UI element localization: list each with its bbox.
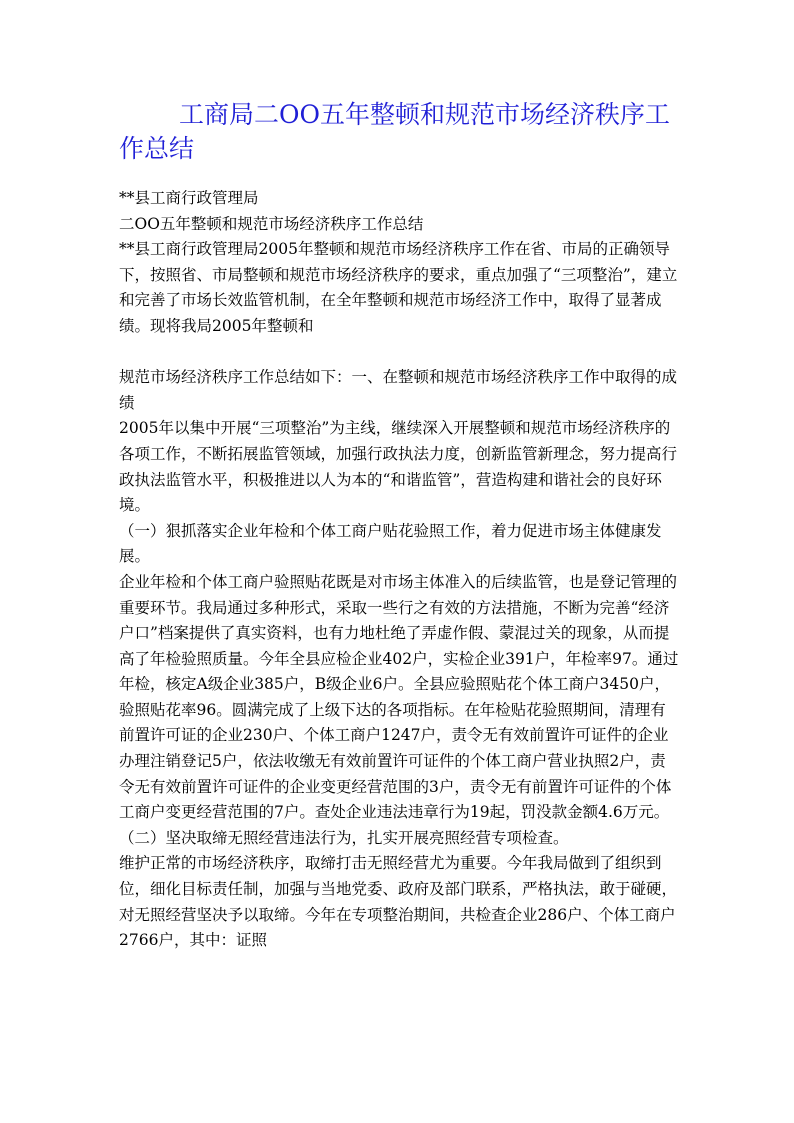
section-heading-one: （一）狠抓落实企业年检和个体工商户贴花验照工作，着力促进市场主体健康发展。 xyxy=(119,521,662,566)
paragraph-gap xyxy=(119,340,679,366)
document-body xyxy=(119,186,679,954)
body-paragraph-unlicensed: 维护正常的市场经济秩序，取缔打击无照经营尤为重要。今年我局做到了组织到位，细化目标责任制，加强与当地党委、政府及部门联系，严格执法，敢于碰硬，对无照经营坚决予以取缔。今年在专项整治期间，共检查企业286户、个体工商户2766户，其中：证照 xyxy=(119,854,678,950)
body-line-subtitle: 二OO五年整顿和规范市场经济秩序工作总结 xyxy=(119,214,424,233)
body-paragraph-overview: 2005年以集中开展“三项整治”为主线，继续深入开展整顿和规范市场经济秩序的各项工作，不断拓展监管领域，加强行政执法力度，创新监管新理念，努力提高行政执法监管水平，积极推进以人为本的“和谐监管”，营造构建和谐社会的良好环境。 xyxy=(119,419,678,515)
body-paragraph-annual-inspection: 企业年检和个体工商户验照贴花既是对市场主体准入的后续监管，也是登记管理的重要环节。我局通过多种形式，采取一些行之有效的方法措施，不断为完善“经济户口”档案提供了真实资料，也有力地杜绝了弄虚作假、蒙混过关的现象，从而提高了年检验照质量。今年全县应检企业402户，实检企业391户，年检率97。通过年检，核定A级企业385户，B级企业6户。全县应验照贴花个体工商户3450户，验照贴花率96。圆满完成了上级下达的各项指标。在年检贴花验照期间，清理有前置许可证的企业230户、个体工商户1247户，责令无有效前置许可证件的企业办理注销登记5户，依法收缴无有效前置许可证件的个体工商户营业执照2户，责令无有效前置许可证件的企业变更经营范围的3户，责令无有前置许可证件的个体工商户变更经营范围的7户。查处企业违法违章行为19起，罚没款金额4.6万元。 xyxy=(119,572,679,822)
body-paragraph-summary-heading: 规范市场经济秩序工作总结如下：一、在整顿和规范市场经济秩序工作中取得的成绩 xyxy=(119,368,678,412)
body-paragraph-intro: **县工商行政管理局2005年整顿和规范市场经济秩序工作在省、市局的正确领导下，按照省、市局整顿和规范市场经济秩序的要求，重点加强了“三项整治”，建立和完善了市场长效监管机制，在全年整顿和规范市场经济工作中，取得了显著成绩。现将我局2005年整顿和 xyxy=(119,240,678,335)
document-title-text: 工商局二OO五年整顿和规范市场经济秩序工作总结 xyxy=(119,100,670,163)
section-heading-two: （二）坚决取缔无照经营违法行为，扎实开展亮照经营专项检查。 xyxy=(119,828,569,847)
body-line-org: **县工商行政管理局 xyxy=(119,189,259,207)
document-title xyxy=(119,98,679,166)
